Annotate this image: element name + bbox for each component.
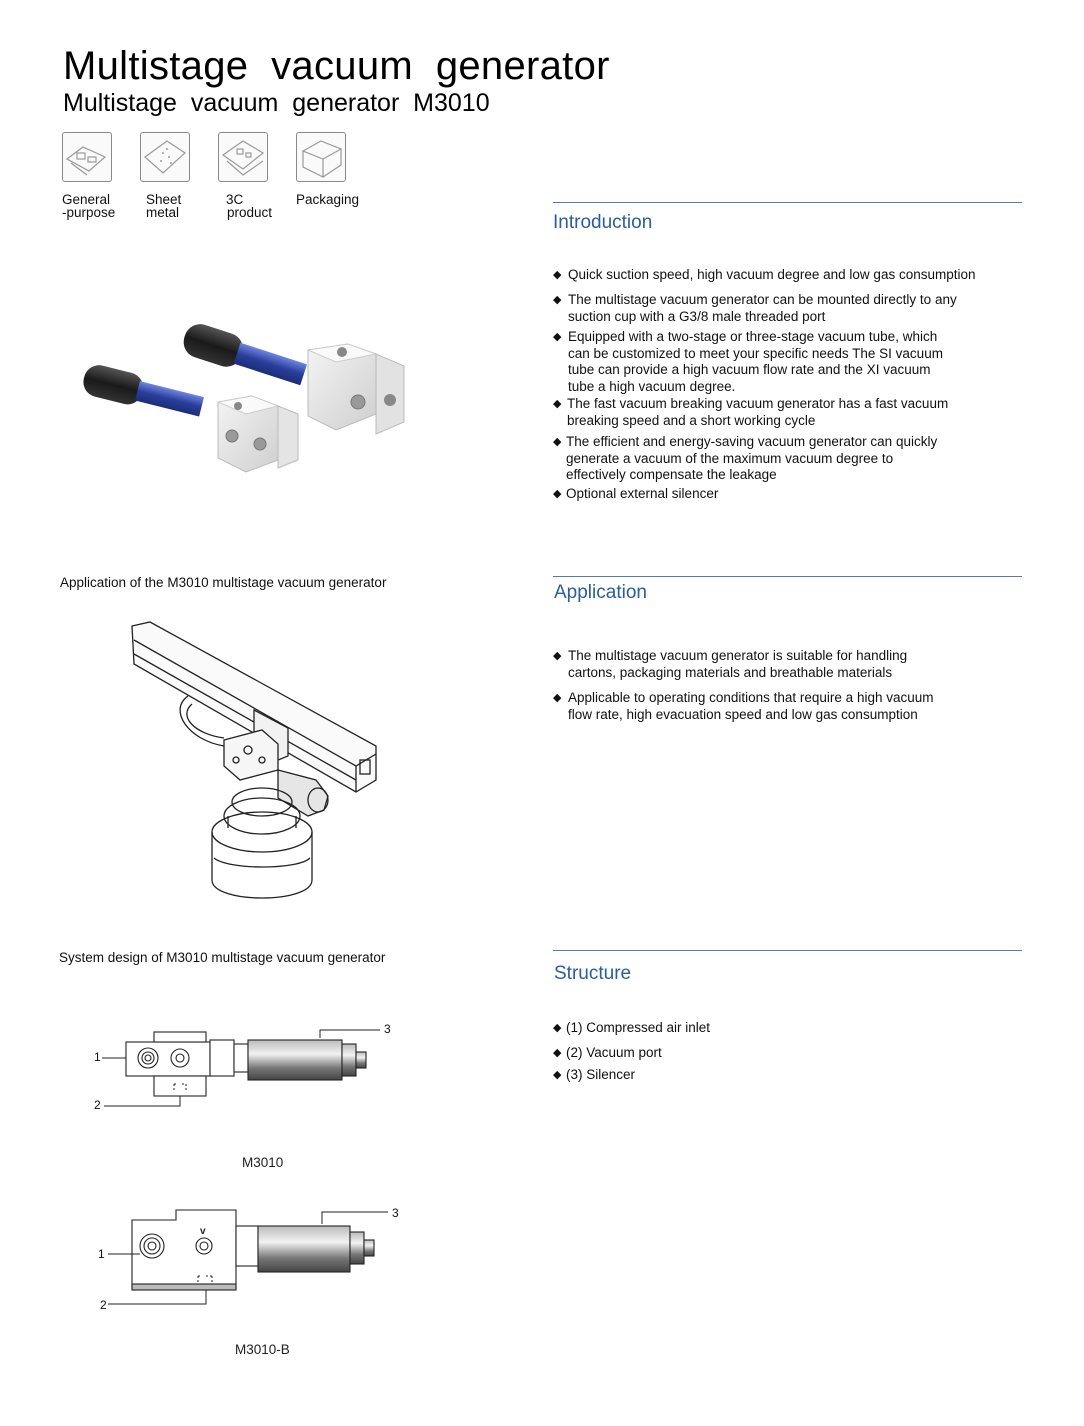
list-item: ◆ The multistage vacuum generator is suitable for handling cartons, packaging materials and breathable materials — [553, 648, 908, 680]
list-item: ◆ (1) Compressed air inlet — [553, 1020, 711, 1035]
callout-2: 2 — [94, 1098, 101, 1112]
structure-title: Structure — [554, 963, 632, 984]
callout-2: 2 — [100, 1298, 107, 1312]
list-item: ◆ (2) Vacuum port — [553, 1045, 662, 1060]
list-item: ◆ Quick suction speed, high vacuum degree and low gas consumption — [553, 267, 976, 282]
diamond-bullet-icon: ◆ — [553, 650, 562, 662]
list-item: ◆ (3) Silencer — [553, 1067, 636, 1082]
callout-3: 3 — [392, 1206, 399, 1220]
page-subtitle: Multistage vacuum generator M3010 — [63, 89, 490, 117]
diamond-bullet-icon: ◆ — [553, 1022, 562, 1034]
diamond-bullet-icon: ◆ — [553, 1047, 562, 1059]
page-title: Multistage vacuum generator — [63, 44, 610, 88]
diamond-bullet-icon: ◆ — [553, 269, 562, 281]
packaging-icon — [296, 132, 346, 182]
diamond-bullet-icon: ◆ — [553, 331, 562, 343]
structure-rule — [553, 950, 1022, 951]
general-purpose-icon — [62, 132, 112, 182]
sheet-metal-icon — [140, 132, 190, 182]
diamond-bullet-icon: ◆ — [553, 436, 562, 448]
list-item: ◆ Applicable to operating conditions that require a high vacuum flow rate, high evacuation speed and low gas consumption — [553, 690, 934, 722]
application-rule — [553, 576, 1022, 577]
application-drawing — [128, 620, 380, 904]
application-caption: Application of the M3010 multistage vacuum generator — [60, 575, 387, 590]
callout-3: 3 — [384, 1022, 391, 1036]
introduction-title: Introduction — [553, 212, 653, 233]
callout-1: 1 — [98, 1247, 105, 1261]
application-title: Application — [554, 582, 647, 603]
product-photo — [60, 310, 480, 490]
diagram-m3010-b — [94, 1204, 404, 1314]
list-item: ◆ Equipped with a two-stage or three-stage vacuum tube, which can be customized to meet your specific needs The SI vacuum tube can provide a high vacuum flow rate and the XI vacuum tube a high vacuum degree. — [553, 329, 943, 394]
list-item: ◆ The fast vacuum breaking vacuum generator has a fast vacuum breaking speed and a short working cycle — [553, 396, 949, 428]
industry-label-general: General -purpose — [62, 192, 116, 220]
list-item: ◆ Optional external silencer — [553, 486, 719, 501]
callout-1: 1 — [94, 1050, 101, 1064]
industry-label-packaging: Packaging — [296, 192, 360, 207]
diamond-bullet-icon: ◆ — [553, 398, 562, 410]
3c-product-icon — [218, 132, 268, 182]
industry-label-sheet-metal: Sheet metal — [146, 192, 182, 220]
model-label-m3010-b: M3010-B — [235, 1342, 290, 1357]
diamond-bullet-icon: ◆ — [553, 294, 562, 306]
introduction-rule — [553, 202, 1022, 203]
list-item: ◆ The efficient and energy-saving vacuum generator can quickly generate a vacuum of the maximum vacuum degree to effectively compensate the leakage — [553, 434, 938, 482]
diagram-m3010 — [90, 1020, 400, 1120]
diamond-bullet-icon: ◆ — [553, 488, 562, 500]
svg-text:v: v — [200, 1226, 206, 1237]
diamond-bullet-icon: ◆ — [553, 692, 562, 704]
model-label-m3010: M3010 — [242, 1155, 284, 1170]
list-item: ◆ The multistage vacuum generator can be mounted directly to any suction cup with a G3/8 male threaded port — [553, 292, 957, 324]
industry-label-3c: 3C product — [226, 192, 273, 220]
structure-caption: System design of M3010 multistage vacuum generator — [59, 950, 386, 965]
diamond-bullet-icon: ◆ — [553, 1069, 562, 1081]
